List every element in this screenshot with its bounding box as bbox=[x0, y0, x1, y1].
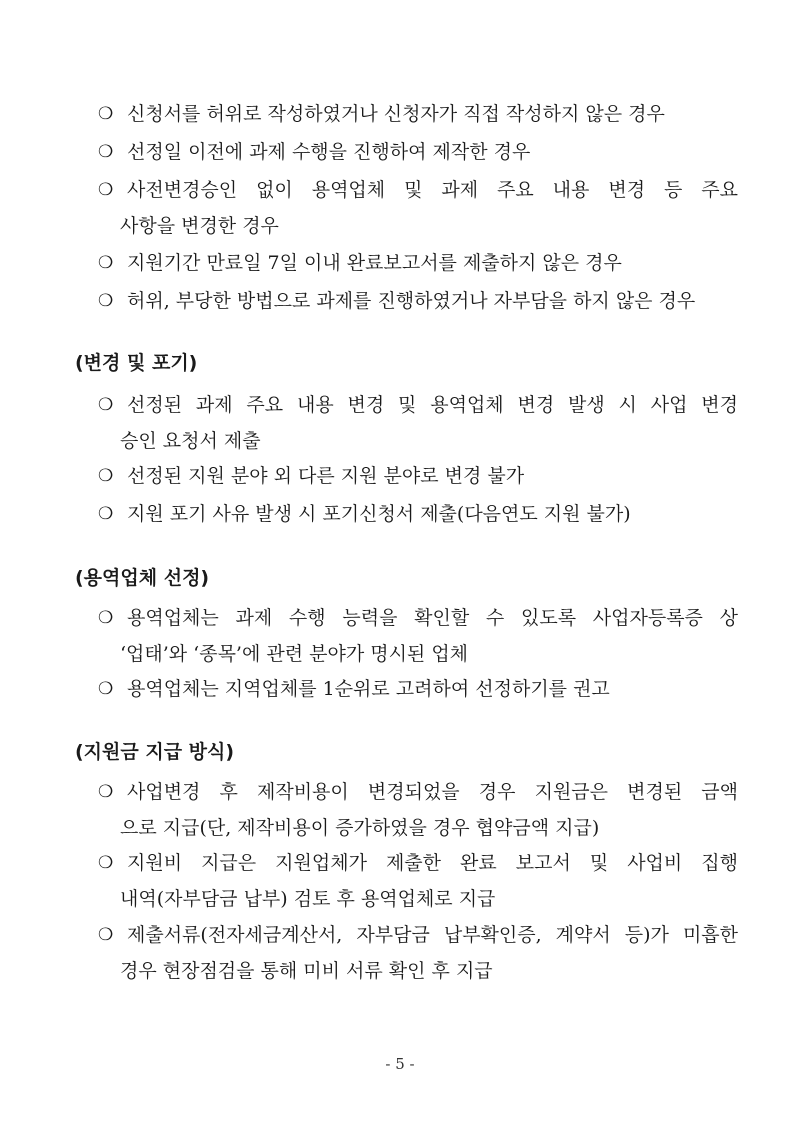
item-text: 용역업체는 지역업체를 1순위로 고려하여 선정하기를 권고 bbox=[127, 678, 610, 700]
list-item bbox=[98, 600, 738, 672]
list-item bbox=[98, 134, 738, 170]
circle-bullet-icon: ❍ bbox=[98, 104, 114, 124]
circle-bullet-icon: ❍ bbox=[98, 782, 114, 802]
item-text: 신청서를 허위로 작성하였거나 신청자가 직접 작성하지 않은 경우 bbox=[127, 103, 665, 125]
item-text: 사업변경 후 제작비용이 변경되었을 경우 지원금은 변경된 금액 bbox=[127, 781, 738, 803]
section-heading: (용역업체 선정) bbox=[75, 567, 210, 589]
circle-bullet-icon: ❍ bbox=[98, 853, 114, 873]
list-item bbox=[98, 96, 738, 132]
list-item bbox=[98, 458, 738, 494]
item-text: 선정된 과제 주요 내용 변경 및 용역업체 변경 발생 시 사업 변경 bbox=[127, 394, 738, 416]
item-text: 지원비 지급은 지원업체가 제출한 완료 보고서 및 사업비 집행 bbox=[127, 852, 738, 874]
circle-bullet-icon: ❍ bbox=[98, 504, 114, 524]
item-text: 지원기간 만료일 7일 이내 완료보고서를 제출하지 않은 경우 bbox=[127, 252, 622, 274]
item-text: 지원 포기 사유 발생 시 포기신청서 제출(다음연도 지원 불가) bbox=[127, 503, 631, 525]
circle-bullet-icon: ❍ bbox=[98, 142, 114, 162]
section-heading: (지원금 지급 방식) bbox=[75, 741, 235, 763]
list-item bbox=[98, 496, 738, 532]
circle-bullet-icon: ❍ bbox=[98, 925, 114, 945]
item-text: 선정일 이전에 과제 수행을 진행하여 제작한 경우 bbox=[127, 141, 531, 163]
list-item bbox=[98, 671, 738, 707]
list-item bbox=[98, 917, 738, 989]
circle-bullet-icon: ❍ bbox=[98, 180, 114, 200]
item-text-continuation: 승인 요청서 제출 bbox=[120, 430, 261, 452]
circle-bullet-icon: ❍ bbox=[98, 608, 114, 628]
item-text: 허위, 부당한 방법으로 과제를 진행하였거나 자부담을 하지 않은 경우 bbox=[127, 290, 696, 312]
circle-bullet-icon: ❍ bbox=[98, 291, 114, 311]
item-text-continuation: ‘업태’와 ‘종목’에 관련 분야가 명시된 업체 bbox=[120, 643, 469, 665]
item-text: 용역업체는 과제 수행 능력을 확인할 수 있도록 사업자등록증 상 bbox=[127, 607, 738, 629]
item-text-continuation: 경우 현장점검을 통해 미비 서류 확인 후 지급 bbox=[120, 960, 493, 982]
item-text: 선정된 지원 분야 외 다른 지원 분야로 변경 불가 bbox=[127, 465, 525, 487]
item-text-continuation: 사항을 변경한 경우 bbox=[120, 215, 279, 237]
circle-bullet-icon: ❍ bbox=[98, 253, 114, 273]
list-item bbox=[98, 774, 738, 846]
item-text: 사전변경승인 없이 용역업체 및 과제 주요 내용 변경 등 주요 bbox=[127, 179, 738, 201]
item-text: 제출서류(전자세금계산서, 자부담금 납부확인증, 계약서 등)가 미흡한 bbox=[127, 924, 738, 946]
page-number: - 5 - bbox=[385, 1055, 415, 1073]
circle-bullet-icon: ❍ bbox=[98, 679, 114, 699]
section-heading: (변경 및 포기) bbox=[75, 352, 198, 374]
list-item bbox=[98, 283, 738, 319]
circle-bullet-icon: ❍ bbox=[98, 466, 114, 486]
item-text-continuation: 으로 지급(단, 제작비용이 증가하였을 경우 협약금액 지급) bbox=[120, 817, 600, 839]
circle-bullet-icon: ❍ bbox=[98, 395, 114, 415]
item-text-continuation: 내역(자부담금 납부) 검토 후 용역업체로 지급 bbox=[120, 888, 496, 910]
list-item bbox=[98, 245, 738, 281]
list-item bbox=[98, 172, 738, 244]
list-item bbox=[98, 387, 738, 459]
list-item bbox=[98, 845, 738, 917]
